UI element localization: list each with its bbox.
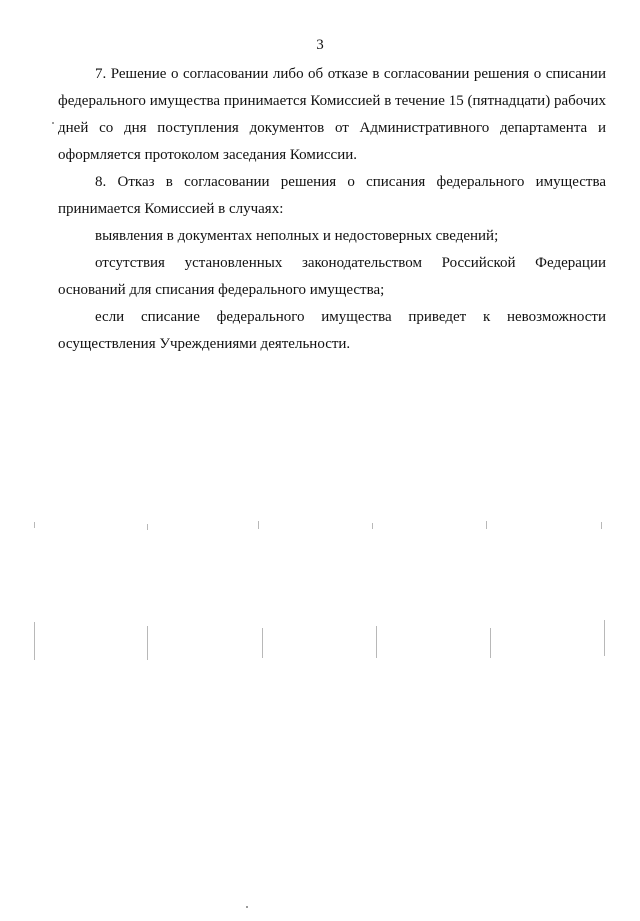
refusal-case-incomplete-data: выявления в документах неполных и недостоверных сведений; — [95, 228, 499, 244]
scan-mark — [601, 522, 602, 529]
scan-speck — [52, 122, 54, 124]
scan-mark — [34, 522, 35, 528]
scan-mark — [262, 628, 263, 658]
scan-mark — [490, 628, 491, 658]
scan-mark — [486, 521, 487, 529]
scan-mark — [372, 523, 373, 529]
scan-mark — [147, 626, 148, 660]
document-body — [58, 61, 606, 358]
refusal-case-no-legal-grounds: отсутствия установленных законодательством Российской Федерации оснований для списания федерального имущества; — [58, 255, 606, 298]
paragraph-7-decision-term: 7. Решение о согласовании либо об отказе в согласовании решения о списании федерального имущества принимается Комиссией в течение 15 (пятнадцати) рабочих дней со дня поступления документов от Административного департамента и оформляется протоколом заседания Комиссии. — [58, 66, 606, 163]
scan-speck — [246, 906, 248, 908]
scan-mark — [376, 626, 377, 658]
scan-mark — [258, 521, 259, 529]
scan-mark — [604, 620, 605, 656]
scan-mark — [34, 622, 35, 660]
page-number: 3 — [316, 37, 324, 53]
scan-mark — [147, 524, 148, 530]
refusal-case-impossible-activity: если списание федерального имущества приведет к невозможности осуществления Учреждениями деятельности. — [58, 309, 606, 352]
paragraph-8-refusal-cases: 8. Отказ в согласовании решения о списания федерального имущества принимается Комиссией в случаях: — [58, 174, 606, 217]
